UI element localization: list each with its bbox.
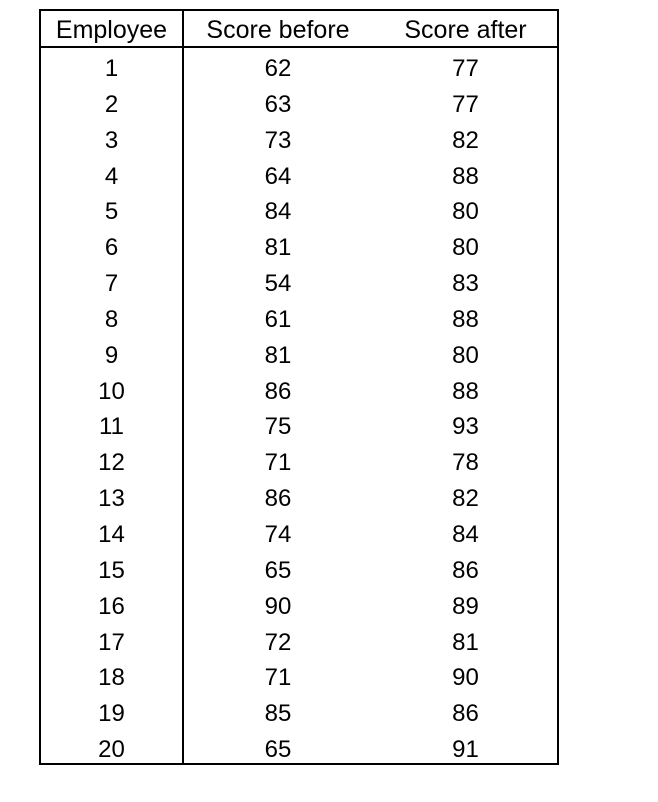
table-row	[41, 230, 557, 266]
score-before-cell: 73	[264, 126, 292, 154]
table-row	[41, 696, 557, 732]
table-row	[41, 87, 557, 123]
score-before-cell: 62	[264, 55, 292, 82]
table-row	[41, 194, 557, 230]
employee-cell: 4	[104, 162, 119, 190]
table-body	[41, 51, 557, 768]
score-after-cell: 80	[452, 198, 479, 226]
score-after-cell: 80	[452, 341, 479, 369]
table-row	[41, 409, 557, 445]
score-before-cell: 72	[264, 628, 292, 656]
employee-cell: 20	[98, 736, 125, 764]
table-row	[41, 338, 557, 374]
employee-cell: 15	[98, 556, 125, 584]
employee-cell: 2	[104, 90, 119, 118]
scores-table	[39, 9, 559, 765]
header-score-before: Score before	[206, 16, 350, 44]
score-before-cell: 81	[264, 234, 292, 262]
score-before-cell: 65	[264, 556, 292, 584]
table-header-row	[41, 11, 557, 46]
score-after-cell: 86	[452, 556, 479, 584]
score-before-cell: 74	[264, 520, 292, 548]
employee-cell: 1	[104, 55, 119, 82]
employee-cell: 13	[98, 485, 125, 513]
score-before-cell: 63	[264, 90, 292, 118]
score-before-cell: 75	[264, 413, 292, 441]
score-before-cell: 81	[264, 341, 292, 369]
employee-cell: 3	[104, 126, 119, 154]
table-row	[41, 517, 557, 553]
table-row	[41, 374, 557, 410]
table-row	[41, 732, 557, 768]
employee-cell: 8	[104, 305, 119, 333]
table-row	[41, 123, 557, 159]
table-row	[41, 481, 557, 517]
score-before-cell: 65	[264, 736, 292, 764]
score-after-cell: 91	[452, 736, 479, 764]
employee-cell: 14	[98, 520, 125, 548]
score-after-cell: 81	[452, 628, 479, 656]
score-after-cell: 78	[452, 449, 479, 477]
table-row	[41, 159, 557, 195]
score-before-cell: 71	[264, 449, 292, 477]
score-after-cell: 82	[452, 126, 479, 154]
score-before-cell: 61	[264, 305, 292, 333]
score-after-cell: 88	[452, 377, 479, 405]
score-before-cell: 64	[264, 162, 292, 190]
table-row	[41, 51, 557, 87]
table-row	[41, 302, 557, 338]
score-before-cell: 90	[264, 592, 292, 620]
employee-cell: 16	[98, 592, 125, 620]
score-after-cell: 86	[452, 700, 479, 728]
score-after-cell: 80	[452, 234, 479, 262]
employee-cell: 12	[98, 449, 125, 477]
employee-cell: 7	[104, 270, 119, 298]
score-before-cell: 85	[264, 700, 292, 728]
score-after-cell: 90	[452, 664, 479, 692]
table-row	[41, 589, 557, 625]
employee-cell: 5	[104, 198, 119, 226]
score-after-cell: 77	[452, 90, 479, 118]
score-after-cell: 84	[452, 520, 479, 548]
employee-cell: 10	[98, 377, 125, 405]
employee-cell: 17	[98, 628, 125, 656]
score-after-cell: 89	[452, 592, 479, 620]
score-after-cell: 93	[452, 413, 479, 441]
table-row	[41, 660, 557, 696]
header-employee: Employee	[55, 16, 168, 44]
score-before-cell: 54	[264, 270, 292, 298]
employee-cell: 9	[104, 341, 119, 369]
employee-cell: 6	[104, 234, 119, 262]
score-after-cell: 88	[452, 305, 479, 333]
employee-cell: 18	[98, 664, 125, 692]
score-before-cell: 84	[264, 198, 292, 226]
table-row	[41, 553, 557, 589]
score-before-cell: 86	[264, 485, 292, 513]
employee-cell: 19	[98, 700, 125, 728]
score-after-cell: 83	[452, 270, 479, 298]
header-score-after: Score after	[404, 16, 527, 44]
score-after-cell: 88	[452, 162, 479, 190]
score-before-cell: 71	[264, 664, 292, 692]
score-after-cell: 82	[452, 485, 479, 513]
employee-cell: 11	[99, 413, 124, 441]
score-after-cell: 77	[452, 55, 479, 82]
table-row	[41, 625, 557, 661]
table-row	[41, 266, 557, 302]
table-row	[41, 445, 557, 481]
score-before-cell: 86	[264, 377, 292, 405]
